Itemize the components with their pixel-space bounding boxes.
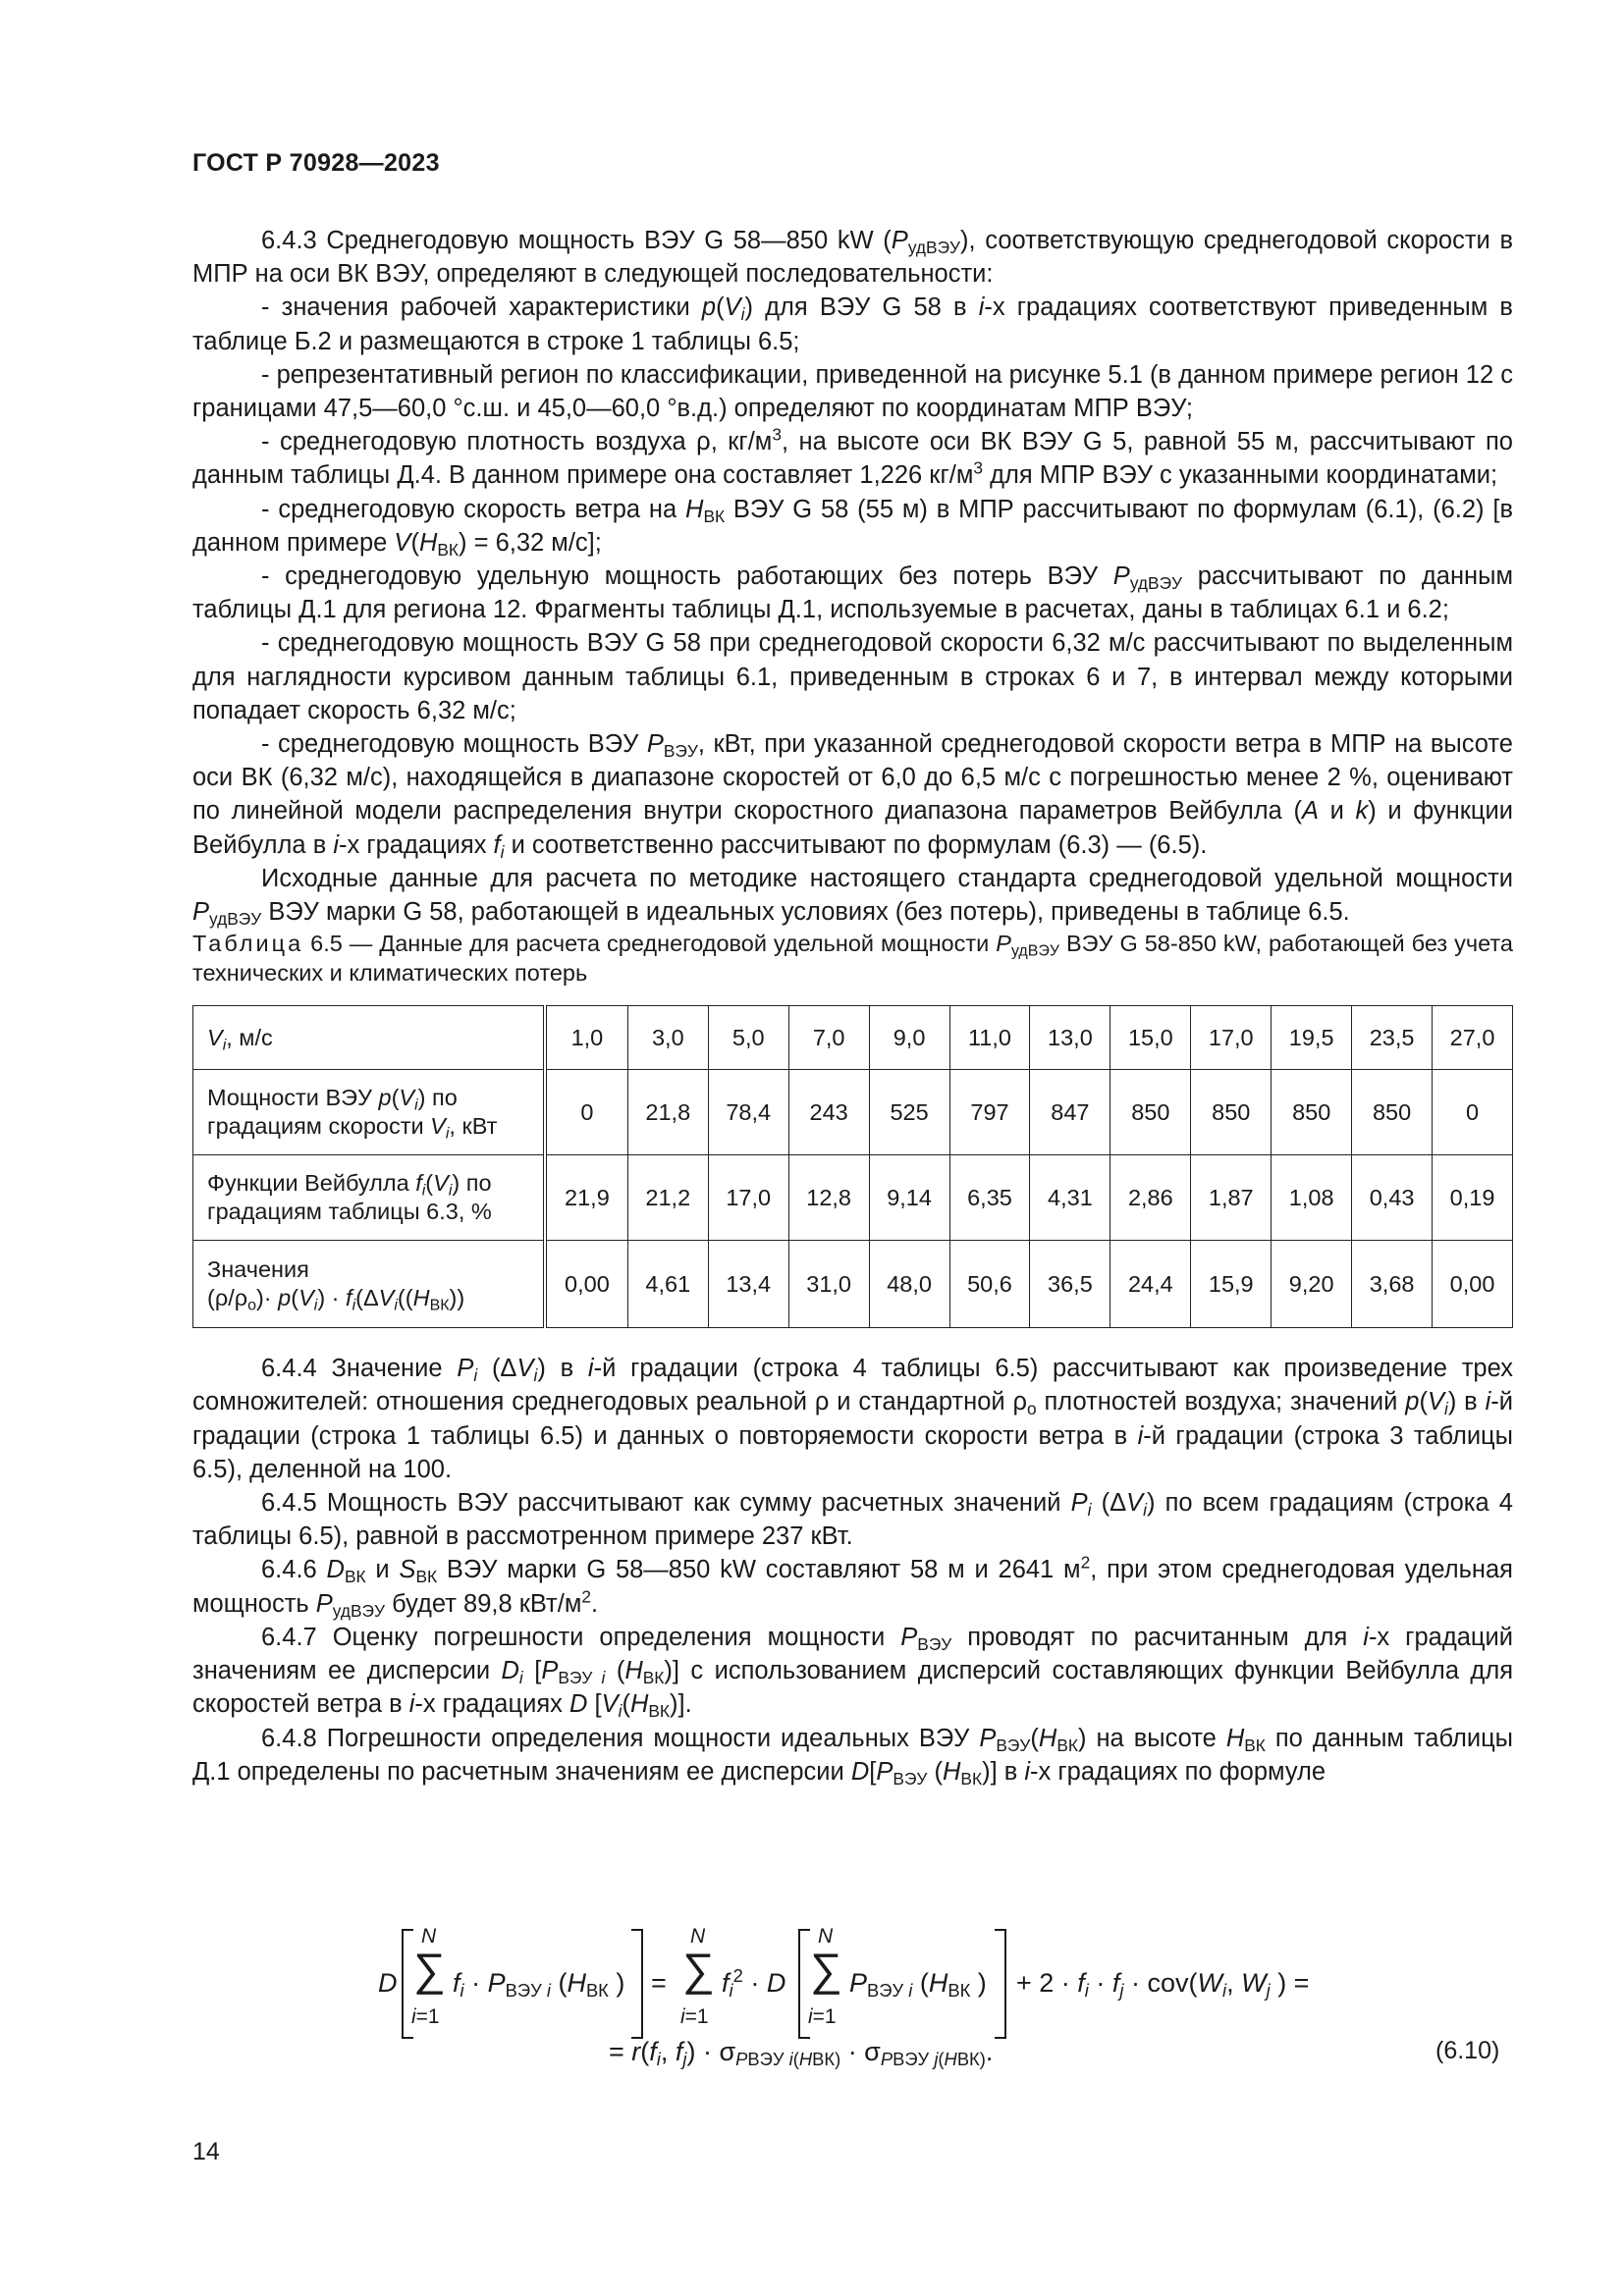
- table-cell: 3,68: [1352, 1241, 1433, 1328]
- bullet-specific-power: - среднегодовую удельную мощность работающих без потерь ВЭУ $P_{удВЭУ}$ рассчитывают по данным таблицы Д.1 для региона 12. Фрагменты таблицы Д.1, используемые в расчетах, даны в таблицах 6.1 и 6.2;: [192, 562, 1513, 624]
- table-cell: 48,0: [869, 1241, 949, 1328]
- table-cell: 19,5: [1272, 1006, 1352, 1070]
- paragraph-6-4-8: 6.4.8 Погрешности определения мощности идеальных ВЭУ $P_{ВЭУ}(H_{ВК})$ на высоте $H_{ВК}$ по данным таблицы Д.1 определены по расчетным значениям ее дисперсии $D[P_{ВЭУ}$ $(H_{ВК})$] в i-х градациях по формуле: [192, 1724, 1513, 1789]
- table-cell: 0,00: [545, 1241, 627, 1328]
- table-cell: 7,0: [788, 1006, 869, 1070]
- formula-line-2: = $r(f_i$, $f_j) \cdot \sigma_{PВЭУ i(HВК)} \cdot \sigma_{PВЭУ j(HВК)}$.: [609, 2037, 994, 2070]
- table-cell: 27,0: [1433, 1006, 1513, 1070]
- row-header: Значения $(\rho/\rho_o)\cdot p(V_i) \cdot f_i(\Delta V_i((H_{ВК}))$: [193, 1241, 546, 1328]
- sum-symbol: ∑: [413, 1944, 446, 1995]
- formula-line-1: D N ∑ i=1 $f_i \cdot P_{ВЭУ i}$ ($H_{ВК}$ ) = N ∑ i=1 $f_i^2 \cdot D$ N ∑ i=1 $P_{ВЭУ i}$ ($H_{ВК}$ ) + $2 \cdot f_i \cdot f_j \cdot cov(W_i$, $W_j$ ) =: [378, 1929, 1517, 2047]
- equation-number: (6.10): [1435, 2037, 1500, 2064]
- right-bracket: [631, 1929, 643, 2039]
- table-cell: 243: [788, 1070, 869, 1155]
- table-cell: 0,19: [1433, 1155, 1513, 1241]
- table-cell: 0,43: [1352, 1155, 1433, 1241]
- table-row: [193, 1006, 1513, 1070]
- table-cell: 13,4: [708, 1241, 788, 1328]
- table-cell: 4,31: [1030, 1155, 1110, 1241]
- sum-symbol: ∑: [682, 1944, 715, 1995]
- table-cell: 850: [1110, 1070, 1191, 1155]
- table-cell: 17,0: [708, 1155, 788, 1241]
- row-header: Функции Вейбулла $f_i(V_i)$ по градациям таблицы 6.3, %: [193, 1155, 546, 1241]
- table-cell: 1,87: [1191, 1155, 1272, 1241]
- bullet-wind-speed: - среднегодовую скорость ветра на $H_{ВК}$ ВЭУ G 58 (55 м) в МПР рассчитывают по формулам (6.1), (6.2) [в данном примере $V(H_{ВК}) = 6,32$ м/с];: [192, 495, 1513, 560]
- table-cell: 1,0: [545, 1006, 627, 1070]
- table-cell: 11,0: [949, 1006, 1030, 1070]
- table-cell: 21,9: [545, 1155, 627, 1241]
- table-cell: 17,0: [1191, 1006, 1272, 1070]
- bullet-power-estimate: - среднегодовую мощность ВЭУ $P_{ВЭУ}$, кВт, при указанной среднегодовой скорости ветра в МПР на высоте оси ВК (6,32 м/с), находящейся в диапазоне скоростей от 6,0 до 6,5 м/с с погрешностью менее 2 %, оценивают по линейной модели распределения внутри скоростного диапазона параметров Вейбулла (A и k) и функции Вейбулла в i-х градациях $f_i$ и соответственно рассчитывают по формулам (6.3) — (6.5).: [192, 730, 1513, 862]
- table-cell: 850: [1352, 1070, 1433, 1155]
- table-row: [193, 1241, 1513, 1328]
- table-cell: 23,5: [1352, 1006, 1433, 1070]
- table-cell: 31,0: [788, 1241, 869, 1328]
- table-cell: 9,0: [869, 1006, 949, 1070]
- sum-symbol: ∑: [810, 1944, 842, 1995]
- table-cell: 1,08: [1272, 1155, 1352, 1241]
- bullet-region: - репрезентативный регион по классификации, приведенной на рисунке 5.1 (в данном примере регион 12 с границами 47,5—60,0 °с.ш. и 45,0—60,0 °в.д.) определяют по координатам МПР ВЭУ;: [192, 360, 1513, 423]
- paragraph-6-4-7: 6.4.7 Оценку погрешности определения мощности $P_{ВЭУ}$ проводят по расчитанным для i-х градаций значениям ее дисперсии $D_i$ [$P_{ВЭУ i}$ $(H_{ВК})$] с использованием дисперсий составляющих функции Вейбулла для скоростей ветра в i-х градациях D $[V_i(H_{ВК})]$.: [192, 1623, 1514, 1722]
- table-cell: 24,4: [1110, 1241, 1191, 1328]
- table-cell: 850: [1191, 1070, 1272, 1155]
- table-cell: 525: [869, 1070, 949, 1155]
- paragraph-6-4-6: 6.4.6 $D_{ВК}$ и $S_{ВК}$ ВЭУ марки G 58—850 kW составляют 58 м и 2641 $м^2$, при этом среднегодовая удельная мощность $P_{удВЭУ}$ будет 89,8 кВт/$м^2$.: [192, 1552, 1513, 1621]
- right-bracket: [995, 1929, 1006, 2039]
- table-cell: 36,5: [1030, 1241, 1110, 1328]
- table-cell: 850: [1272, 1070, 1352, 1155]
- table-cell: 847: [1030, 1070, 1110, 1155]
- table-cell: 15,9: [1191, 1241, 1272, 1328]
- after-table-text: [192, 1352, 1513, 1789]
- bullet-operating-characteristic: - значения рабочей характеристики $p(V_i)$ для ВЭУ G 58 в i-х градациях соответствуют приведенным в таблице Б.2 и размещаются в строке 1 таблицы 6.5;: [192, 294, 1513, 355]
- table-cell: 2,86: [1110, 1155, 1191, 1241]
- table-cell: 0: [1433, 1070, 1513, 1155]
- table-row: [193, 1155, 1513, 1241]
- document-body: [192, 224, 1513, 1789]
- table-cell: 21,2: [627, 1155, 708, 1241]
- table-cell: 797: [949, 1070, 1030, 1155]
- table-cell: 6,35: [949, 1155, 1030, 1241]
- table-cell: 5,0: [708, 1006, 788, 1070]
- paragraph-6-4-4: 6.4.4 Значение $P_i$ $(\Delta V_i)$ в i-й градации (строка 4 таблицы 6.5) рассчитывают как произведение трех сомножителей: отношения среднегодовых реальной ρ и стандартной $\rho_o$ плотностей воздуха; значений $p(V_i)$ в i-й градации (строка 1 таблицы 6.5) и данных о повторяемости скорости ветра в i-й градации (строка 3 таблицы 6.5), деленной на 100.: [192, 1355, 1514, 1483]
- row-header: Мощности ВЭУ $p(V_i)$ по градациям скорости $V_i$, кВт: [193, 1070, 546, 1155]
- table-cell: 21,8: [627, 1070, 708, 1155]
- table-cell: 12,8: [788, 1155, 869, 1241]
- table-cell: 3,0: [627, 1006, 708, 1070]
- table-cell: 9,14: [869, 1155, 949, 1241]
- table-cell: 4,61: [627, 1241, 708, 1328]
- row-header: $V_i$, м/с: [193, 1006, 546, 1070]
- paragraph-6-4-3: 6.4.3 Среднегодовую мощность ВЭУ G 58—850 kW $(P_{удВЭУ})$, соответствующую среднегодовой скорости в МПР на оси ВК ВЭУ, определяют в следующей последовательности:: [192, 227, 1513, 289]
- document-header: ГОСТ Р 70928—2023: [192, 149, 440, 177]
- table-cell: 0,00: [1433, 1241, 1513, 1328]
- page-number: 14: [192, 2138, 220, 2165]
- table-cell: 78,4: [708, 1070, 788, 1155]
- table-cell: 50,6: [949, 1241, 1030, 1328]
- paragraph-6-4-5: 6.4.5 Мощность ВЭУ рассчитывают как сумму расчетных значений $P_i$ $(\Delta V_i)$ по всем градациям (строка 4 таблицы 6.5), равной в рассмотренном примере 237 кВт.: [192, 1489, 1513, 1551]
- paragraph-source-data: Исходные данные для расчета по методике настоящего стандарта среднегодовой удельной мощности $P_{удВЭУ}$ ВЭУ марки G 58, работающей в идеальных условиях (без потерь), приведены в таблице 6.5.: [192, 864, 1513, 929]
- table-caption: Таблица 6.5 — Данные для расчета среднегодовой удельной мощности $P_{удВЭУ}$ ВЭУ G 58-850 kW, работающей без учета технических и климатических потерь: [192, 931, 1513, 987]
- table-cell: 9,20: [1272, 1241, 1352, 1328]
- data-table: [192, 1005, 1513, 1328]
- table-cell: 13,0: [1030, 1006, 1110, 1070]
- bullet-air-density: - среднегодовую плотность воздуха ρ, $кг/м^3$, на высоте оси ВК ВЭУ G 5, равной 55 м, рассчитывают по данным таблицы Д.4. В данном примере она составляет 1,226 $кг/м^3$ для МПР ВЭУ с указанными координатами;: [192, 424, 1513, 490]
- bullet-power-calc: - среднегодовую мощность ВЭУ G 58 при среднегодовой скорости 6,32 м/с рассчитывают по выделенным для наглядности курсивом данным таблицы 6.1, приведенным в строках 6 и 7, в интервал между которыми попадает скорость 6,32 м/с;: [192, 629, 1513, 724]
- table-cell: 15,0: [1110, 1006, 1191, 1070]
- table-row: [193, 1070, 1513, 1155]
- table-cell: 0: [545, 1070, 627, 1155]
